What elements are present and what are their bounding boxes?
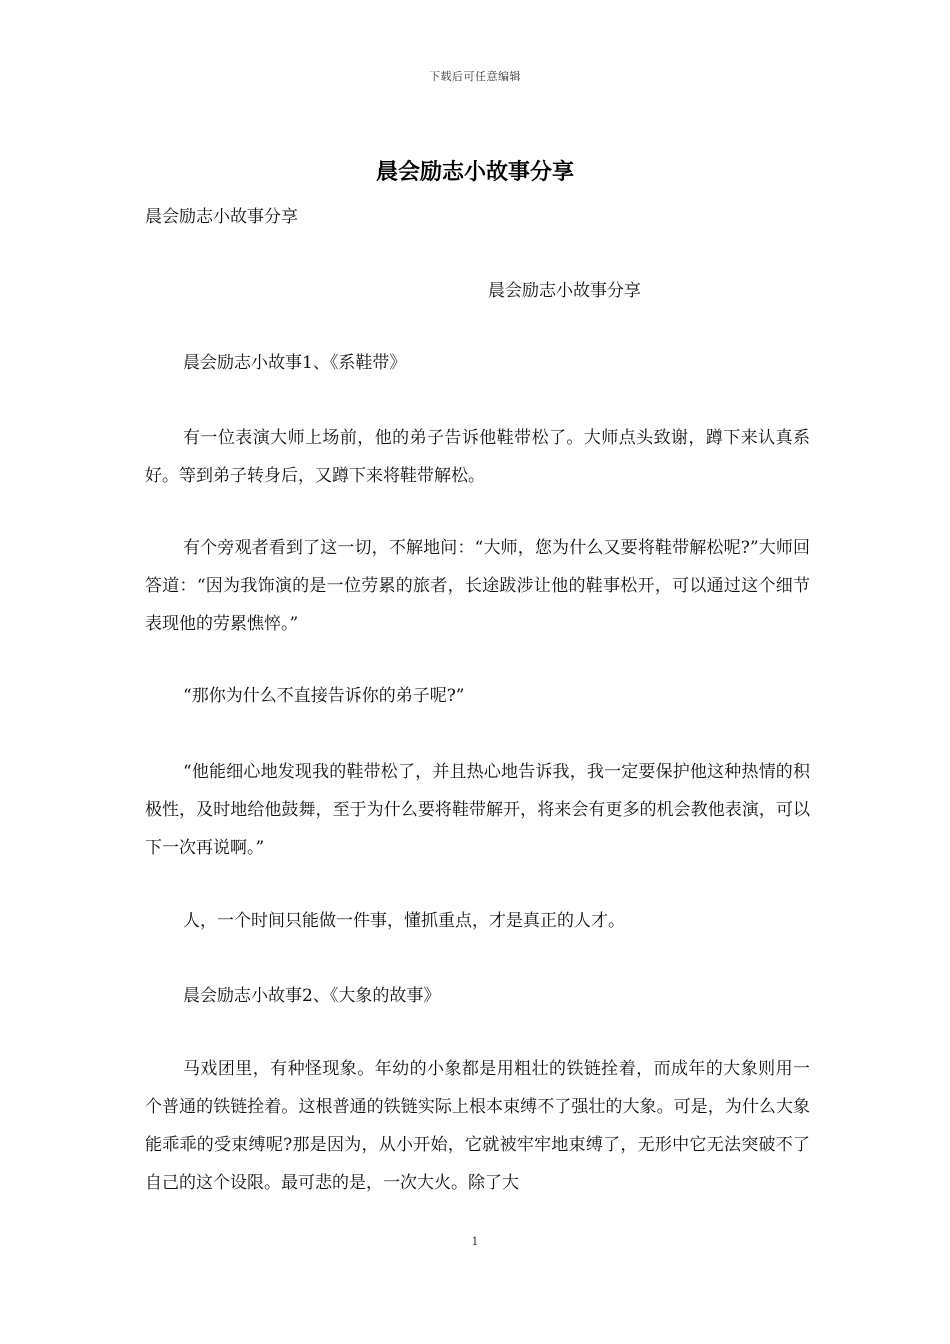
body-paragraph: “他能细心地发现我的鞋带松了，并且热心地告诉我，我一定要保护他这种热情的积极性，及时地给他鼓舞，至于为什么要将鞋带解开，将来会有更多的机会教他表演，可以下一次再说啊。” [145, 762, 810, 858]
paragraph-2-block [145, 529, 810, 643]
paragraph-3-block [145, 677, 810, 715]
page-header: 下载后可任意编辑 [429, 70, 521, 83]
subtitle-center: 晨会励志小故事分享 [488, 281, 641, 301]
body-paragraph: “那你为什么不直接告诉你的弟子呢?” [183, 686, 465, 706]
story-heading-2-block [145, 977, 810, 1015]
body-paragraph: 有一位表演大师上场前，他的弟子告诉他鞋带松了。大师点头致谢，蹲下来认真系好。等到弟子转身后，又蹲下来将鞋带解松。 [145, 428, 810, 486]
document-title: 晨会励志小故事分享 [375, 159, 574, 185]
page-number: 1 [471, 1235, 479, 1248]
paragraph-6-block [145, 1050, 810, 1202]
subtitle-left: 晨会励志小故事分享 [145, 207, 298, 227]
paragraph-4-block [145, 753, 810, 867]
body-paragraph: 马戏团里，有种怪现象。年幼的小象都是用粗壮的铁链拴着，而成年的大象则用一个普通的铁链拴着。这根普通的铁链实际上根本束缚不了强壮的大象。可是，为什么大象能乖乖的受束缚呢?那是因为，从小开始，它就被牢牢地束缚了，无形中它无法突破不了自己的这个设限。最可悲的是，一次大火。除了大 [145, 1059, 810, 1193]
paragraph-1-block [145, 419, 810, 495]
story-heading-1-block [145, 344, 810, 382]
story-heading-2: 晨会励志小故事2、《大象的故事》 [183, 986, 441, 1006]
paragraph-5-block [145, 902, 810, 940]
body-paragraph: 人，一个时间只能做一件事，懂抓重点，才是真正的人才。 [183, 911, 625, 931]
body-paragraph: 有个旁观者看到了这一切，不解地问：“大师，您为什么又要将鞋带解松呢?”大师回答道：“因为我饰演的是一位劳累的旅者，长途跋涉让他的鞋事松开，可以通过这个细节表现他的劳累憔悴。” [145, 538, 810, 634]
story-heading-1: 晨会励志小故事1、《系鞋带》 [183, 353, 407, 373]
